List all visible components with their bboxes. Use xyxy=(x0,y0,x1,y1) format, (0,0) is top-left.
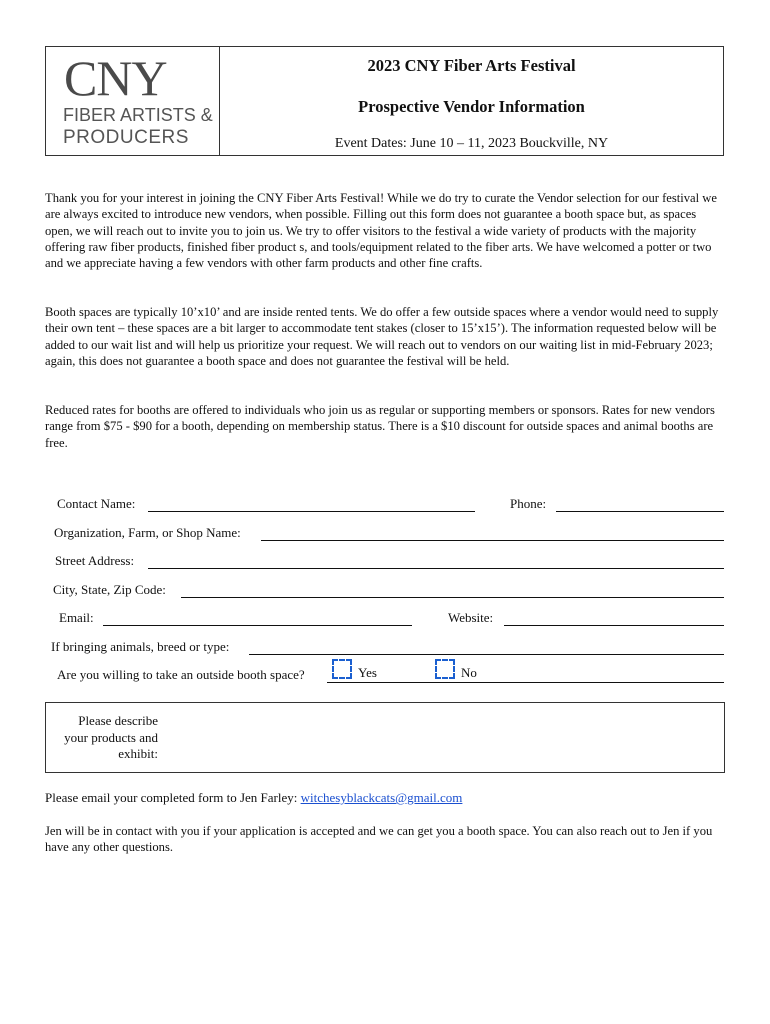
outside-booth-label: Are you willing to take an outside booth space? xyxy=(57,667,305,682)
festival-title: 2023 CNY Fiber Arts Festival xyxy=(367,56,576,75)
website-label: Website: xyxy=(448,610,494,625)
outside-booth-underline xyxy=(327,682,724,683)
describe-products-box[interactable] xyxy=(45,702,725,773)
website-field[interactable] xyxy=(504,625,724,626)
email-label: Email: xyxy=(59,610,94,625)
city-state-zip-label: City, State, Zip Code: xyxy=(53,582,166,597)
title-cell xyxy=(220,47,723,155)
closing-paragraph: Jen will be in contact with you if your application is accepted and we can get you a booth space. You can also reach out to Jen if you have any other questions. xyxy=(45,824,713,855)
no-checkbox[interactable] xyxy=(435,659,455,679)
logo-fiber-artists-text: FIBER ARTISTS & xyxy=(63,105,213,125)
organization-label: Organization, Farm, or Shop Name: xyxy=(54,525,241,540)
intro-paragraph-3: Reduced rates for booths are offered to individuals who join us as regular or supporting members or sponsors. Rates for new vendors range from $75 - $90 for a booth, depending on membership status. There is a $10 discount for outside spaces and animal booths are free. xyxy=(45,403,715,450)
form-subtitle: Prospective Vendor Information xyxy=(358,97,585,116)
organization-field[interactable] xyxy=(261,540,724,541)
animals-field[interactable] xyxy=(249,654,724,655)
email-instructions xyxy=(45,790,462,806)
event-dates: Event Dates: June 10 – 11, 2023 Bouckville, NY xyxy=(334,136,609,151)
no-label: No xyxy=(461,665,477,680)
logo xyxy=(46,47,220,155)
contact-name-label: Contact Name: xyxy=(57,496,136,511)
logo-cny-text: CNY xyxy=(64,50,167,106)
intro-paragraph-2: Booth spaces are typically 10’x10’ and are inside rented tents. We do offer a few outside spaces where a vendor would need to supply their own tent – these spaces are a bit larger to accommodate tent stakes (closer to 15’x15’). The information requested below will be added to our wait list and will help us prioritize your request. We will reach out to vendors on our waiting list in mid-February 2023; again, this does not guarantee a booth space and does not guarantee the festival will be held. xyxy=(45,305,719,368)
street-address-field[interactable] xyxy=(148,568,724,569)
logo-producers-text: PRODUCERS xyxy=(63,127,189,148)
email-prompt: Please email your completed form to Jen Farley: xyxy=(45,790,298,805)
phone-label: Phone: xyxy=(510,496,547,511)
intro-paragraph-1: Thank you for your interest in joining the CNY Fiber Arts Festival! While we do try to curate the Vendor selection for our festival we are always excited to introduce new vendors, when possible. Filling out this form does not guarantee a booth space but, as spaces open, we will reach out to invite you to join us. We try to offer visitors to the festival a wide variety of products with the majority offering raw fiber products, finished fiber product s, and tools/equipment related to the fiber arts. We have welcomed a potter or two and we appreciate having a few vendors with other farm products and other fine crafts. xyxy=(45,191,717,271)
yes-label: Yes xyxy=(358,665,377,680)
city-state-zip-field[interactable] xyxy=(181,597,724,598)
yes-checkbox[interactable] xyxy=(332,659,352,679)
street-address-label: Street Address: xyxy=(55,553,135,568)
header-box xyxy=(45,46,724,156)
phone-field[interactable] xyxy=(556,511,724,512)
email-field[interactable] xyxy=(103,625,412,626)
animals-label: If bringing animals, breed or type: xyxy=(51,639,230,654)
contact-name-field[interactable] xyxy=(148,511,475,512)
describe-products-label: Please describe your products and exhibit: xyxy=(64,713,158,761)
contact-email-link[interactable]: witchesyblackcats@gmail.com xyxy=(300,790,463,805)
